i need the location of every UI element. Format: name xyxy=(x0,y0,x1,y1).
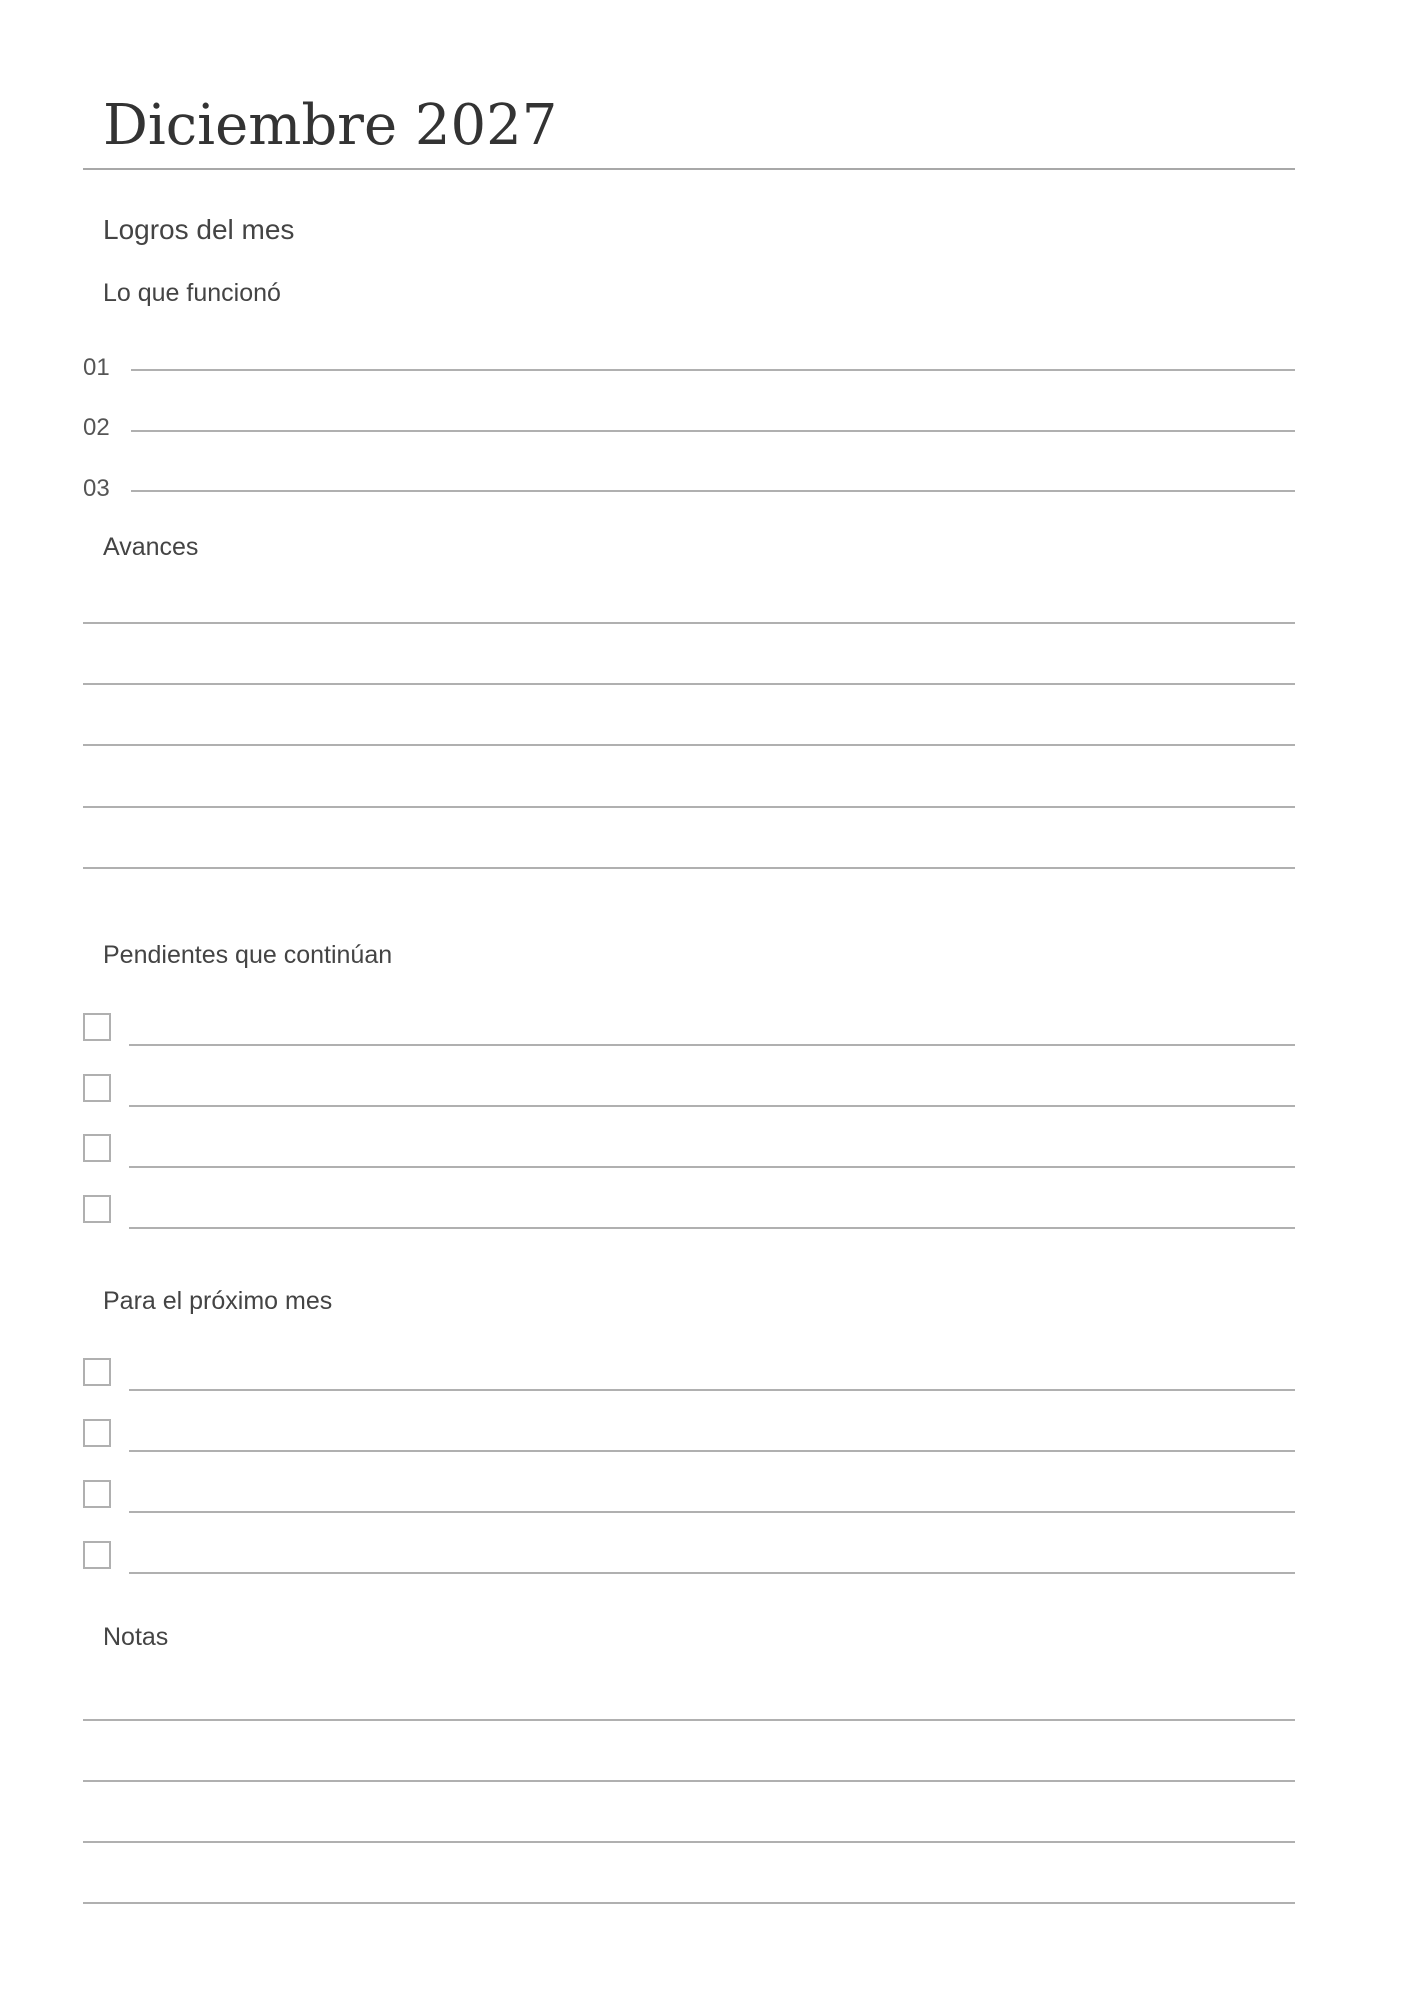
next-month-line[interactable] xyxy=(129,1355,1295,1391)
progress-line[interactable] xyxy=(83,649,1295,685)
next-month-line[interactable] xyxy=(129,1477,1295,1513)
next-month-checkbox[interactable] xyxy=(83,1541,111,1569)
notes-line[interactable] xyxy=(83,1746,1295,1782)
pending-line[interactable] xyxy=(129,1071,1295,1107)
pending-line[interactable] xyxy=(129,1132,1295,1168)
worked-item-number: 03 xyxy=(83,475,110,502)
next-month-checkbox[interactable] xyxy=(83,1419,111,1447)
pending-line[interactable] xyxy=(129,1193,1295,1229)
progress-heading: Avances xyxy=(103,533,199,561)
title-divider xyxy=(83,168,1295,170)
worked-item-field[interactable] xyxy=(131,335,1295,371)
pending-checkbox[interactable] xyxy=(83,1134,111,1162)
pending-checkbox[interactable] xyxy=(83,1195,111,1223)
notes-line[interactable] xyxy=(83,1868,1295,1904)
worked-heading: Lo que funcionó xyxy=(103,279,281,307)
worked-item-field[interactable] xyxy=(131,396,1295,432)
next-month-checkbox[interactable] xyxy=(83,1480,111,1508)
worked-item-number: 02 xyxy=(83,414,110,441)
progress-line[interactable] xyxy=(83,772,1295,808)
next-month-line[interactable] xyxy=(129,1538,1295,1574)
pending-checkbox[interactable] xyxy=(83,1074,111,1102)
pending-heading: Pendientes que continúan xyxy=(103,941,393,969)
pending-line[interactable] xyxy=(129,1010,1295,1046)
worked-item-number: 01 xyxy=(83,354,110,381)
progress-line[interactable] xyxy=(83,710,1295,746)
pending-checkbox[interactable] xyxy=(83,1013,111,1041)
next-month-checkbox[interactable] xyxy=(83,1358,111,1386)
next-month-line[interactable] xyxy=(129,1416,1295,1452)
notes-line[interactable] xyxy=(83,1807,1295,1843)
progress-line[interactable] xyxy=(83,588,1295,624)
notes-heading: Notas xyxy=(103,1623,169,1651)
notes-line[interactable] xyxy=(83,1685,1295,1721)
page-title: Diciembre 2027 xyxy=(103,93,558,158)
next-month-heading: Para el próximo mes xyxy=(103,1287,333,1315)
worked-item-field[interactable] xyxy=(131,456,1295,492)
progress-line[interactable] xyxy=(83,833,1295,869)
achievements-heading: Logros del mes xyxy=(103,214,295,245)
